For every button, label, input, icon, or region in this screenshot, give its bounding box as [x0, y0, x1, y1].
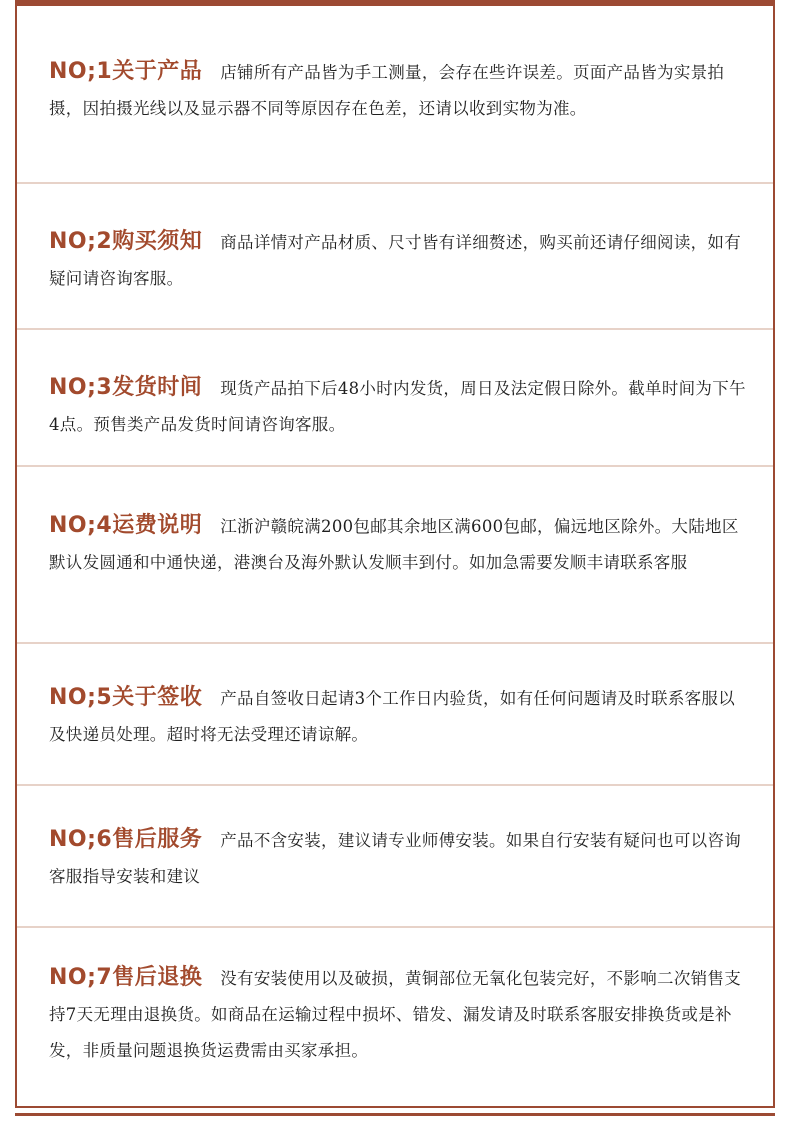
section-heading: NO;2购买须知 — [49, 229, 203, 254]
section-divider — [17, 182, 773, 184]
section-text: 江浙沪赣皖满200包邮其余地区满600包邮，偏远地区除外。大陆地区默认发圆通和中通快递，港澳台及海外默认发顺丰到付。如加急需要发顺丰请联系客服 — [49, 517, 739, 572]
section-heading: NO;5关于签收 — [49, 685, 203, 710]
notice-section-6 — [17, 822, 773, 895]
section-divider — [17, 642, 773, 644]
section-text: 店铺所有产品皆为手工测量，会存在些许误差。页面产品皆为实景拍摄，因拍摄光线以及显示器不同等原因存在色差，还请以收到实物为准。 — [49, 63, 725, 118]
notice-section-1 — [17, 54, 773, 127]
notice-section-5 — [17, 680, 773, 753]
bottom-border — [15, 1113, 775, 1116]
notice-section-2 — [17, 224, 773, 297]
section-heading: NO;7售后退换 — [49, 965, 203, 990]
notice-paragraph — [49, 370, 751, 443]
section-text: 产品自签收日起请3个工作日内验货，如有任何问题请及时联系客服以及快递员处理。超时将无法受理还请谅解。 — [49, 689, 736, 744]
notice-section-4 — [17, 508, 773, 581]
notice-section-3 — [17, 370, 773, 443]
notice-section-7 — [17, 960, 773, 1069]
section-text: 商品详情对产品材质、尺寸皆有详细赘述，购买前还请仔细阅读，如有疑问请咨询客服。 — [49, 233, 742, 288]
section-divider — [17, 465, 773, 467]
section-divider — [17, 328, 773, 330]
section-heading: NO;3发货时间 — [49, 375, 203, 400]
section-heading: NO;4运费说明 — [49, 513, 203, 538]
section-text: 产品不含安装，建议请专业师傅安装。如果自行安装有疑问也可以咨询客服指导安装和建议 — [49, 831, 742, 886]
notice-paragraph — [49, 680, 751, 753]
notice-paragraph — [49, 822, 751, 895]
notice-paragraph — [49, 224, 751, 297]
notice-paragraph — [49, 54, 751, 127]
notice-paragraph — [49, 960, 751, 1069]
section-text: 现货产品拍下后48小时内发货，周日及法定假日除外。截单时间为下午4点。预售类产品发货时间请咨询客服。 — [49, 379, 746, 434]
section-text: 没有安装使用以及破损，黄铜部位无氧化包装完好，不影响二次销售支持7天无理由退换货。如商品在运输过程中损坏、错发、漏发请及时联系客服安排换货或是补发，非质量问题退换货运费需由买家承担。 — [49, 969, 742, 1060]
section-divider — [17, 926, 773, 928]
notice-paragraph — [49, 508, 751, 581]
section-divider — [17, 784, 773, 786]
section-heading: NO;1关于产品 — [49, 59, 203, 84]
section-heading: NO;6售后服务 — [49, 827, 203, 852]
